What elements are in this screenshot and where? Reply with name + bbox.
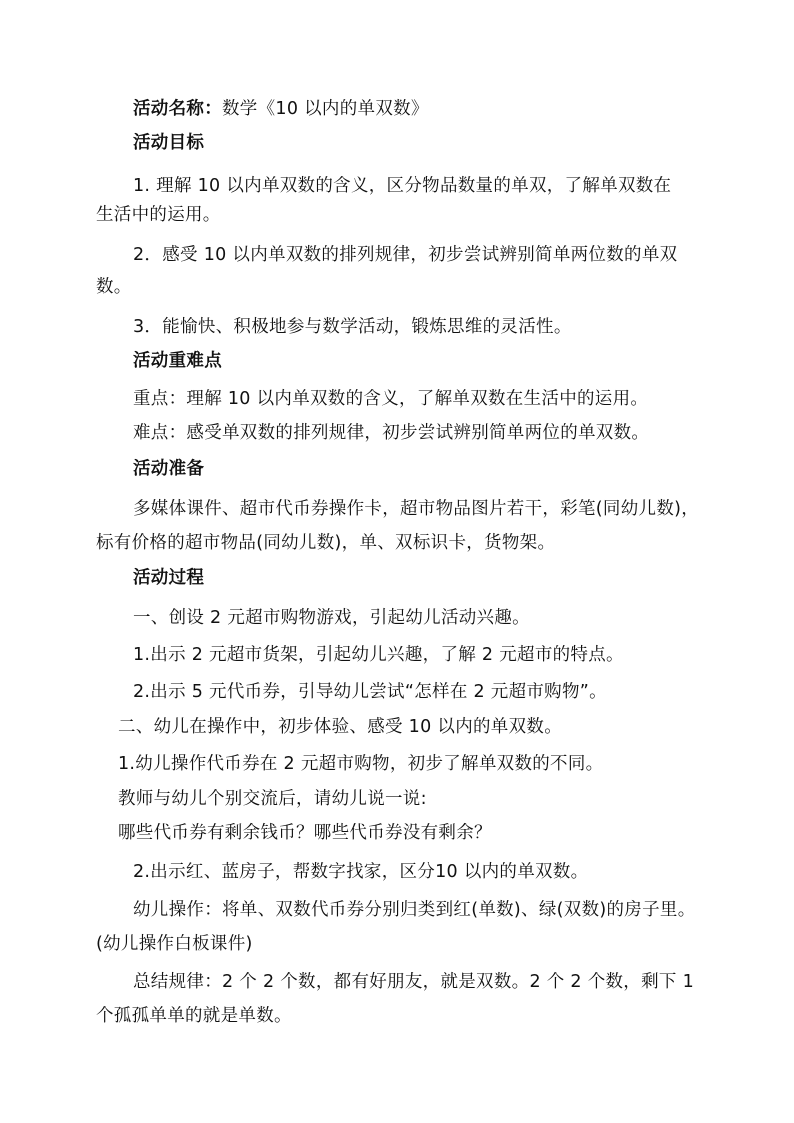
activity-title-label: 活动名称： (133, 99, 222, 119)
goal-item-1-line1: 1. 理解 10 以内单双数的含义，区分物品数量的单双，了解单双数在 (133, 176, 672, 196)
process-line: 2.出示红、蓝房子，帮数字找家，区分10 以内的单双数。 (133, 862, 589, 882)
process-line: 幼儿操作：将单、双数代币券分别归类到红(单数)、绿(双数)的房子里。 (133, 900, 696, 920)
preparation-heading: 活动准备 (133, 459, 205, 479)
process-line: 个孤孤单单的就是单数。 (96, 1006, 292, 1026)
process-line: 二、幼儿在操作中，初步体验、感受 10 以内的单双数。 (118, 717, 562, 737)
goal-item-2-line2: 数。 (96, 277, 132, 297)
activity-title (133, 97, 429, 121)
process-line: 2.出示 5 元代币券，引导幼儿尝试“怎样在 2 元超市购物”。 (133, 682, 607, 702)
process-line: 一、创设 2 元超市购物游戏，引起幼儿活动兴趣。 (133, 608, 530, 628)
process-line: 1.幼儿操作代币券在 2 元超市购物，初步了解单双数的不同。 (118, 754, 604, 774)
process-line: (幼儿操作白板课件) (96, 934, 253, 954)
key-points-heading: 活动重难点 (133, 351, 222, 371)
goal-item-2-line1: 2．感受 10 以内单双数的排列规律，初步尝试辨别简单两位数的单双 (133, 245, 678, 265)
process-heading: 活动过程 (133, 568, 205, 588)
goal-item-3: 3．能愉快、积极地参与数学活动，锻炼思维的灵活性。 (133, 317, 572, 337)
goal-item-1-line2: 生活中的运用。 (96, 205, 221, 225)
preparation-line2: 标有价格的超市物品(同幼儿数)，单、双标识卡，货物架。 (96, 533, 556, 553)
goals-heading: 活动目标 (133, 133, 205, 153)
process-line: 总结规律：2 个 2 个数，都有好朋友，就是双数。2 个 2 个数，剩下 1 (133, 972, 695, 992)
key-point: 重点：理解 10 以内单双数的含义，了解单双数在生活中的运用。 (133, 389, 649, 409)
difficult-point: 难点：感受单双数的排列规律，初步尝试辨别简单两位的单双数。 (133, 423, 650, 443)
process-line: 哪些代币券有剩余钱币？哪些代币券没有剩余？ (118, 823, 492, 843)
process-line: 教师与幼儿个别交流后，请幼儿说一说: (118, 789, 427, 809)
process-line: 1.出示 2 元超市货架，引起幼儿兴趣，了解 2 元超市的特点。 (133, 645, 624, 665)
activity-title-text: 数学《10 以内的单双数》 (222, 99, 429, 119)
preparation-line1: 多媒体课件、超市代币券操作卡，超市物品图片若干，彩笔(同幼儿数)， (133, 499, 700, 519)
